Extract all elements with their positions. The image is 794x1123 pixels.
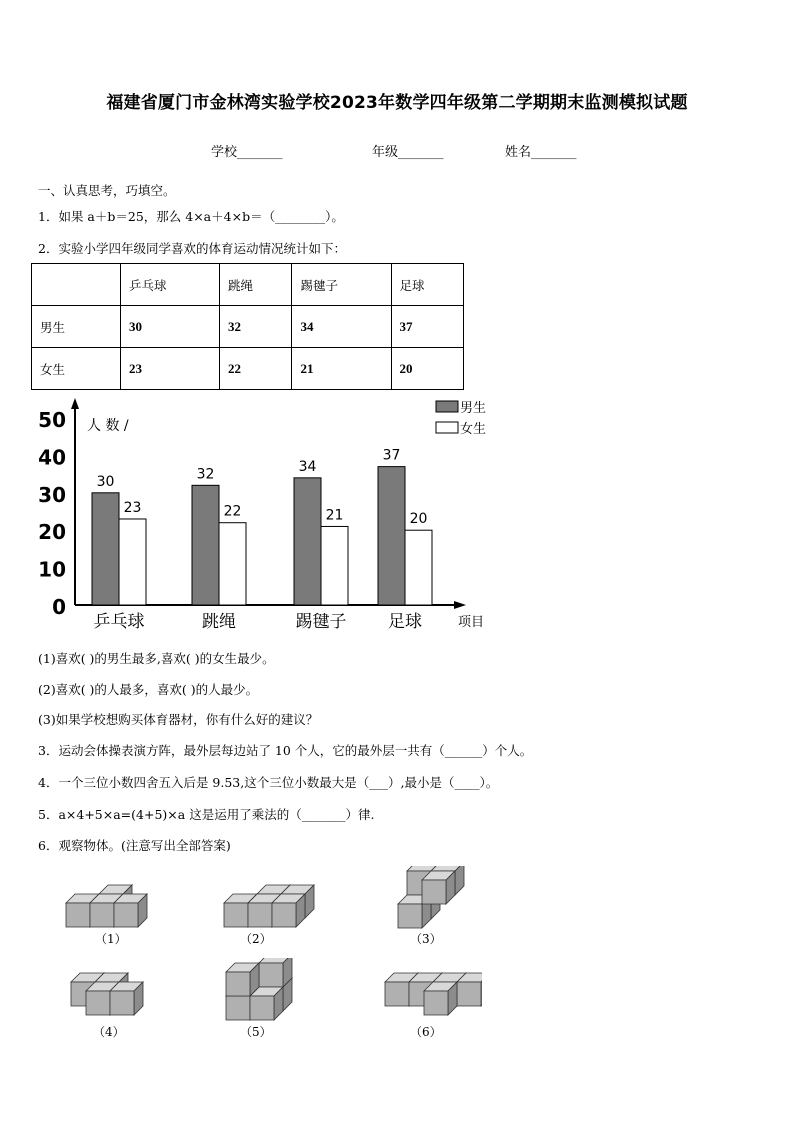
stats-table: [31, 263, 464, 390]
table-header-cell: 跳绳: [220, 264, 292, 306]
table-cell: 23: [121, 348, 220, 390]
data-label: 21: [325, 507, 344, 524]
y-axis-title: 人 数 /: [87, 418, 129, 434]
question-6: 6．观察物体。(注意写出全部答案): [38, 838, 231, 853]
cube-front-face: [457, 982, 481, 1006]
question-5: 5．a×4+5×a=(4+5)×a 这是运用了乘法的（_______）律.: [38, 807, 375, 822]
question-3: 3．运动会体操表演方阵，最外层每边站了 10 个人，它的最外层一共有（______）个人。: [38, 743, 533, 758]
table-header-cell: 踢毽子: [292, 264, 391, 306]
data-label: 22: [223, 503, 242, 520]
figure-label: （4）: [93, 1025, 125, 1039]
table-header-cell: 乒乓球: [121, 264, 220, 306]
cube-figure-4: [58, 963, 158, 1043]
x-tick-label: 踢毽子: [295, 612, 347, 632]
table-cell: 32: [220, 306, 292, 348]
cube-front-face: [224, 903, 248, 927]
bar-男生: [378, 467, 405, 605]
question-2-part-2: (2)喜欢( )的人最多，喜欢( )的人最少。: [38, 682, 259, 697]
table-cell: 22: [220, 348, 292, 390]
figure-label: （2）: [240, 932, 272, 946]
table-row-label: 男生: [32, 306, 121, 348]
table-row: [32, 348, 464, 390]
bar-男生: [192, 485, 219, 605]
y-axis-arrow: [71, 398, 79, 409]
table-header-cell: 足球: [391, 264, 463, 306]
cube-drawing: [226, 958, 292, 1020]
cube-figure-2: [220, 875, 320, 950]
cube-drawing: [66, 885, 147, 927]
bar-chart: [30, 395, 500, 635]
figure-label: （1）: [95, 932, 127, 946]
cube-figure-1: [60, 875, 160, 950]
name-field: 姓名_______: [505, 145, 577, 160]
data-label: 37: [382, 447, 401, 464]
legend-label: 男生: [460, 401, 487, 416]
question-1: 1．如果 a＋b＝25，那么 4×a＋4×b＝（________）。: [38, 209, 344, 224]
cube-drawing: [398, 866, 464, 928]
cube-front-face: [250, 996, 274, 1020]
table-cell: 30: [121, 306, 220, 348]
data-label: 32: [196, 466, 215, 483]
x-axis-arrow: [454, 601, 466, 609]
y-tick-label: 20: [38, 520, 66, 545]
cube-front-face: [110, 991, 134, 1015]
data-label: 34: [298, 458, 317, 475]
question-2-part-1: (1)喜欢( )的男生最多,喜欢( )的女生最少。: [38, 651, 275, 666]
x-tick-label: 跳绳: [202, 612, 236, 632]
grade-field: 年级_______: [372, 145, 444, 160]
cube-figure-3: [392, 866, 492, 950]
cube-front-face: [248, 903, 272, 927]
cube-side-face: [455, 866, 464, 895]
cube-front-face: [385, 982, 409, 1006]
cube-front-face: [424, 991, 448, 1015]
page-title: 福建省厦门市金林湾实验学校2023年数学四年级第二学期期末监测模拟试题: [106, 93, 688, 113]
x-tick-label: 足球: [388, 612, 422, 632]
cube-front-face: [259, 963, 283, 987]
data-label: 30: [96, 473, 115, 490]
legend-label: 女生: [460, 422, 487, 437]
question-4: 4．一个三位小数四舍五入后是 9.53,这个三位小数最大是（___）,最小是（____）。: [38, 775, 499, 790]
cube-figure-6: [372, 963, 482, 1043]
table-header-row: [32, 264, 464, 306]
y-tick-label: 30: [38, 482, 66, 507]
bar-女生: [405, 530, 432, 605]
cube-front-face: [226, 972, 250, 996]
table-cell: 37: [391, 306, 463, 348]
cube-front-face: [90, 903, 114, 927]
y-tick-label: 40: [38, 445, 66, 470]
table-cell: 34: [292, 306, 391, 348]
x-axis-title: 项目: [458, 615, 485, 630]
legend-swatch: [436, 401, 458, 412]
table-row: [32, 306, 464, 348]
data-label: 20: [409, 511, 428, 528]
bar-女生: [321, 526, 348, 605]
figure-label: （5）: [240, 1025, 272, 1039]
cube-drawing: [224, 885, 314, 927]
bar-女生: [119, 519, 146, 605]
data-label: 23: [123, 499, 142, 516]
cube-front-face: [114, 903, 138, 927]
cube-figure-5: [220, 958, 320, 1043]
figure-label: （6）: [410, 1025, 442, 1039]
table-cell: 21: [292, 348, 391, 390]
cube-front-face: [272, 903, 296, 927]
cube-front-face: [226, 996, 250, 1020]
cube-front-face: [422, 880, 446, 904]
table-row-label: 女生: [32, 348, 121, 390]
table-corner-cell: [32, 264, 121, 306]
cube-drawing: [71, 973, 143, 1015]
bar-女生: [219, 523, 246, 605]
bar-男生: [294, 478, 321, 605]
y-tick-label: 10: [38, 557, 66, 582]
figure-label: （3）: [410, 932, 442, 946]
cube-front-face: [398, 904, 422, 928]
y-tick-label: 50: [38, 408, 66, 432]
school-field: 学校_______: [211, 145, 283, 160]
cube-front-face: [86, 991, 110, 1015]
question-2-part-3: (3)如果学校想购买体育器材，你有什么好的建议？: [38, 712, 319, 727]
table-cell: 20: [391, 348, 463, 390]
question-2: 2．实验小学四年级同学喜欢的体育运动情况统计如下：: [38, 241, 346, 256]
y-tick-label: 0: [52, 595, 66, 619]
section-heading: 一、认真思考，巧填空。: [38, 183, 176, 198]
legend-swatch: [436, 422, 458, 433]
cube-front-face: [66, 903, 90, 927]
x-tick-label: 乒乓球: [93, 612, 145, 632]
cube-drawing: [385, 973, 482, 1015]
bar-男生: [92, 493, 119, 605]
